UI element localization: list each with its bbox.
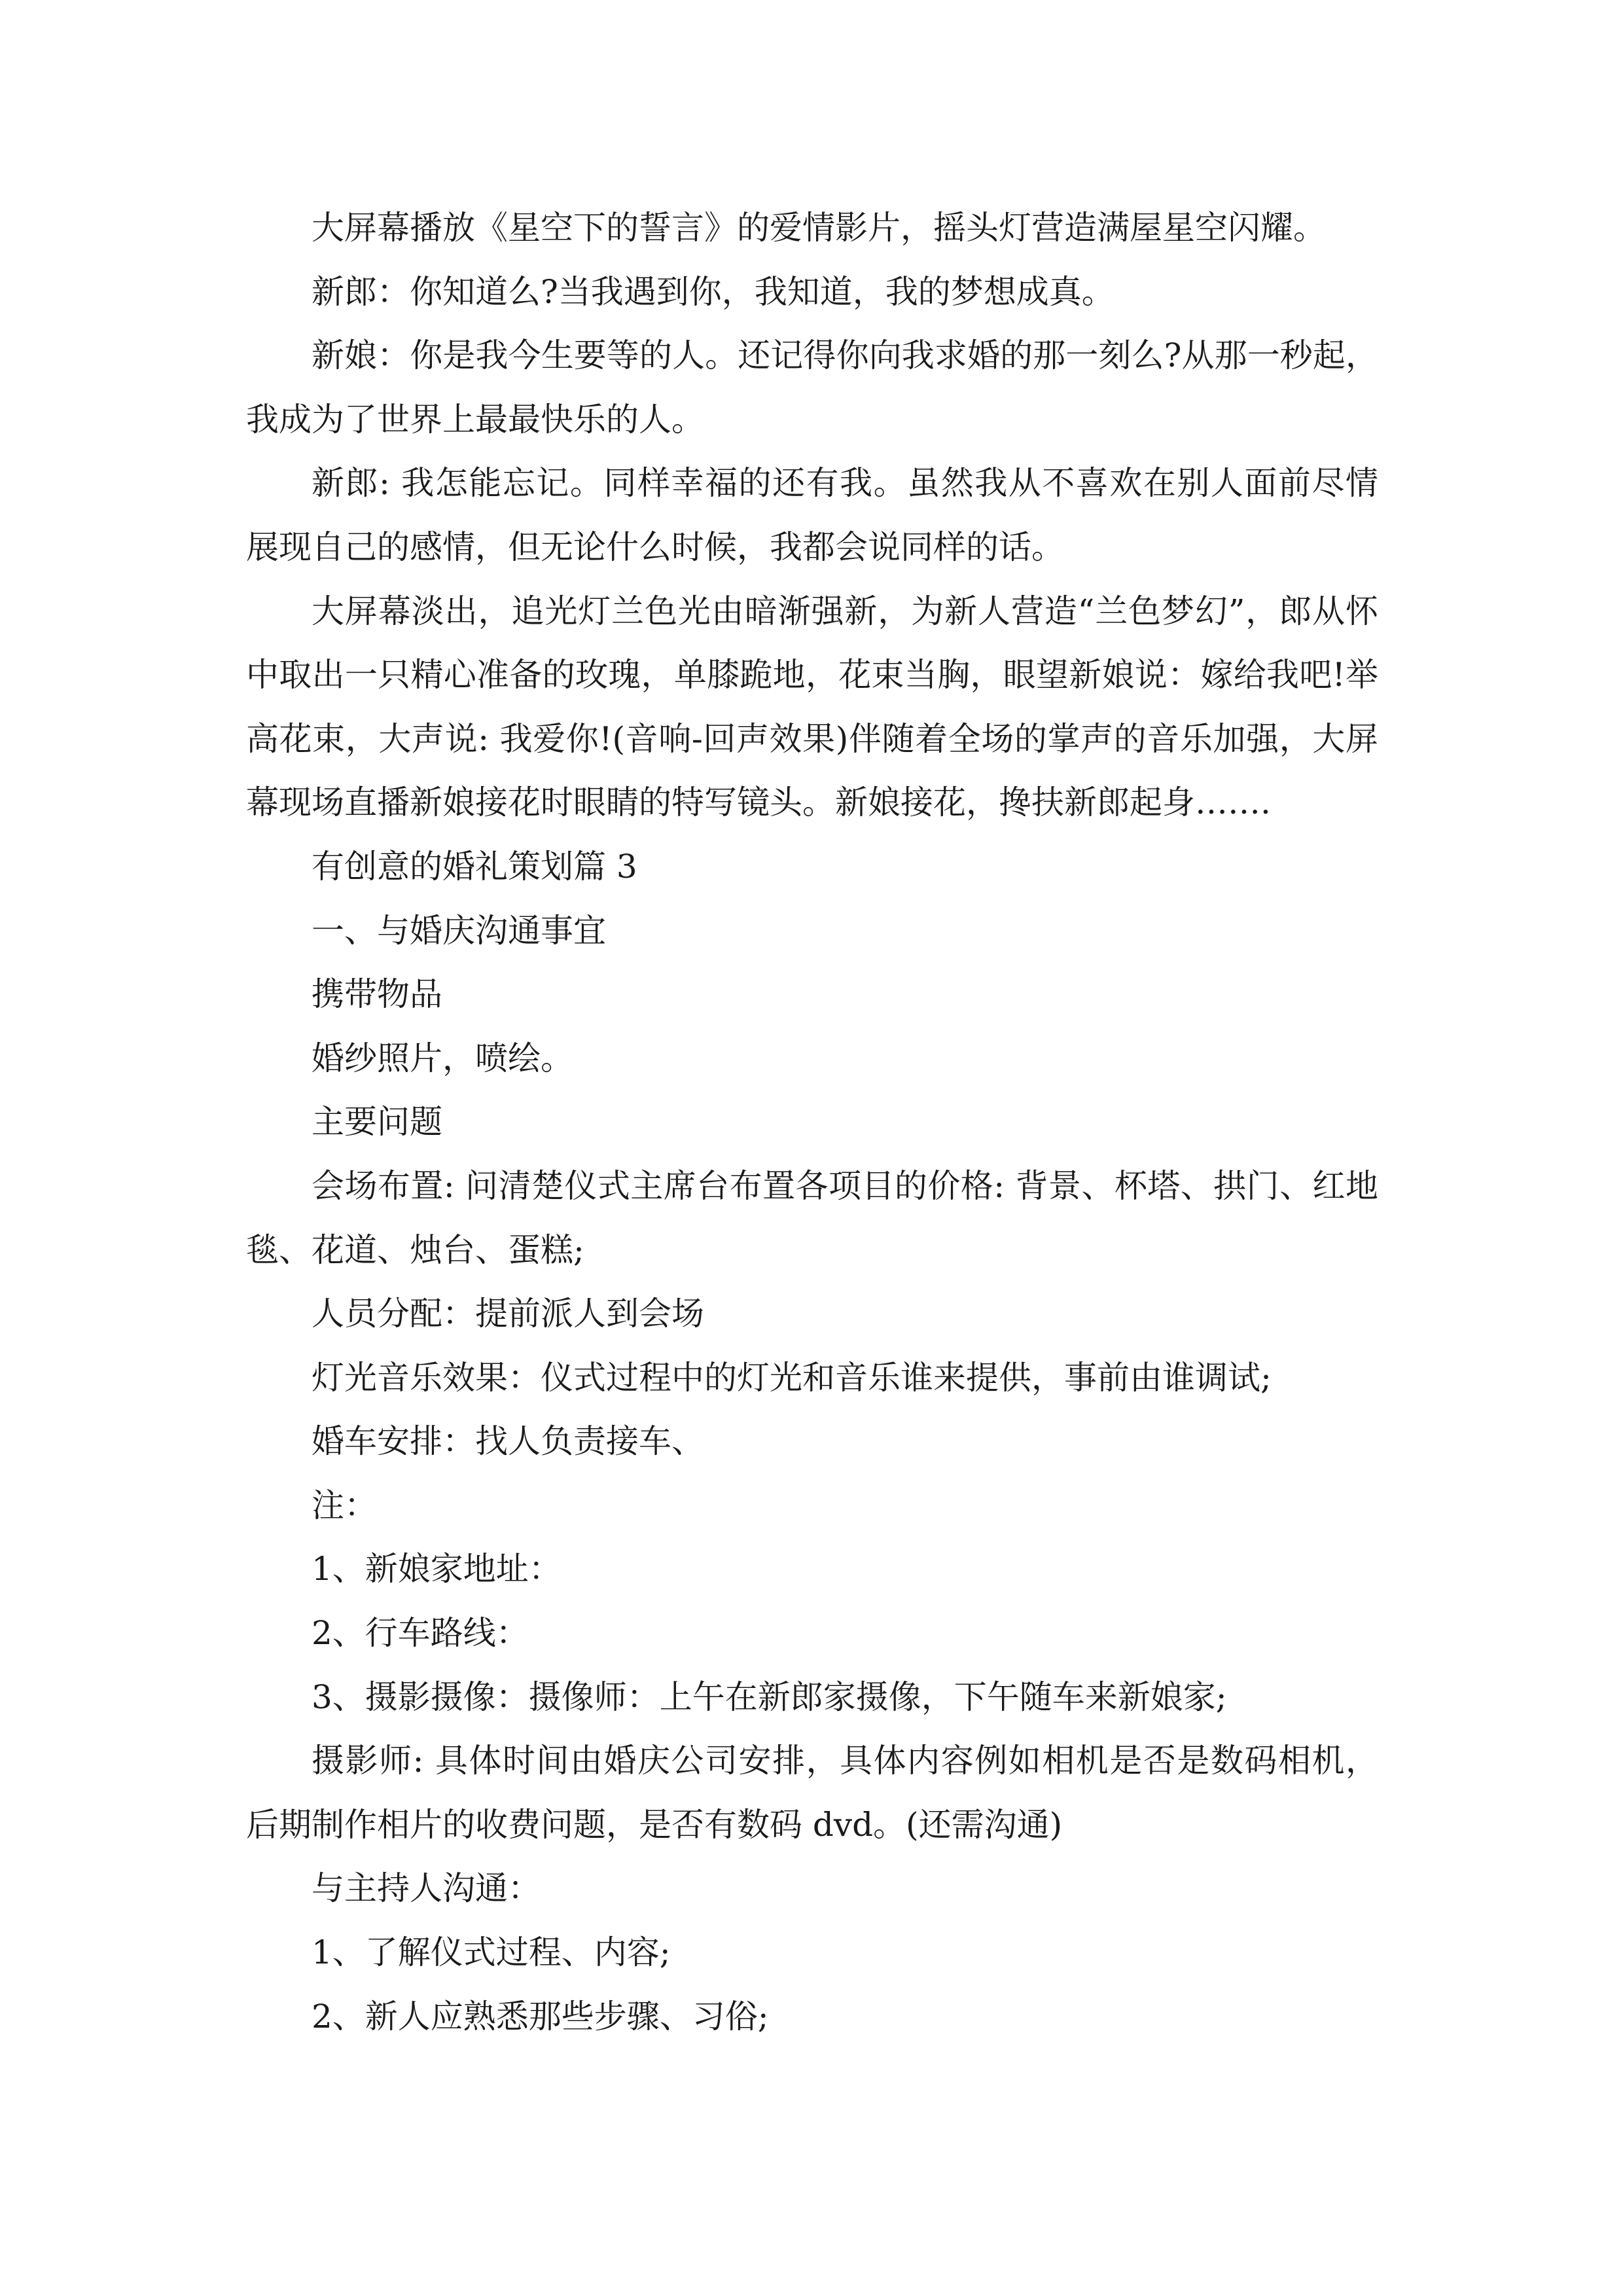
list-item: 婚纱照片，喷绘。	[312, 1039, 573, 1077]
list-item: 会场布置: 问清楚仪式主席台布置各项目的价格: 背景、杯塔、拱门、红地毯、花道、烛台、蛋糕;	[246, 1166, 1378, 1269]
section-heading: 有创意的婚礼策划篇 3	[312, 847, 637, 886]
list-item: 3、摄影摄像：摄像师：上午在新郎家摄像，下午随车来新娘家;	[312, 1677, 1227, 1716]
list-item: 与主持人沟通：	[312, 1869, 541, 1908]
list-item: 2、行车路线：	[312, 1614, 529, 1653]
list-item: 2、新人应熟悉那些步骤、习俗;	[312, 1997, 769, 2036]
paragraph-bride-line: 新娘：你是我今生要等的人。还记得你向我求婚的那一刻么?从那一秒起，我成为了世界上最最快乐的人。	[246, 336, 1378, 439]
paragraph-screen-playback: 大屏幕播放《星空下的誓言》的爱情影片，摇头灯营造满屋星空闪耀。	[312, 209, 1326, 247]
list-item: 主要问题	[312, 1103, 442, 1141]
subsection-heading: 一、与婚庆沟通事宜	[312, 911, 606, 950]
list-item: 注：	[312, 1486, 377, 1524]
list-item: 灯光音乐效果：仪式过程中的灯光和音乐谁来提供，事前由谁调试;	[312, 1358, 1272, 1397]
list-item: 携带物品	[312, 975, 442, 1014]
paragraph-groom-line-1: 新郎：你知道么?当我遇到你，我知道，我的梦想成真。	[312, 272, 1115, 311]
list-item: 摄影师: 具体时间由婚庆公司安排，具体内容例如相机是否是数码相机，后期制作相片的收费问题，是否有数码 dvd。(还需沟通)	[246, 1742, 1378, 1844]
document-body	[246, 196, 1378, 2049]
list-item: 1、了解仪式过程、内容;	[312, 1933, 671, 1972]
paragraph-groom-line-2: 新郎: 我怎能忘记。同样幸福的还有我。虽然我从不喜欢在别人面前尽情展现自己的感情，但无论什么时候，我都会说同样的话。	[246, 464, 1378, 566]
paragraph-proposal-scene: 大屏幕淡出，追光灯兰色光由暗渐强新，为新人营造“兰色梦幻”，郎从怀中取出一只精心准备的玫瑰，单膝跪地，花束当胸，眼望新娘说：嫁给我吧!举高花束，大声说: 我爱你!(音响-回声效果)伴随着全场的掌声的音乐加强，大屏幕现场直播新娘接花时眼睛的特写镜头。新娘接花，搀扶新郎起身…….	[246, 592, 1378, 822]
list-item: 1、新娘家地址：	[312, 1550, 562, 1588]
list-item: 人员分配：提前派人到会场	[312, 1295, 704, 1333]
list-item: 婚车安排：找人负责接车、	[312, 1422, 704, 1461]
